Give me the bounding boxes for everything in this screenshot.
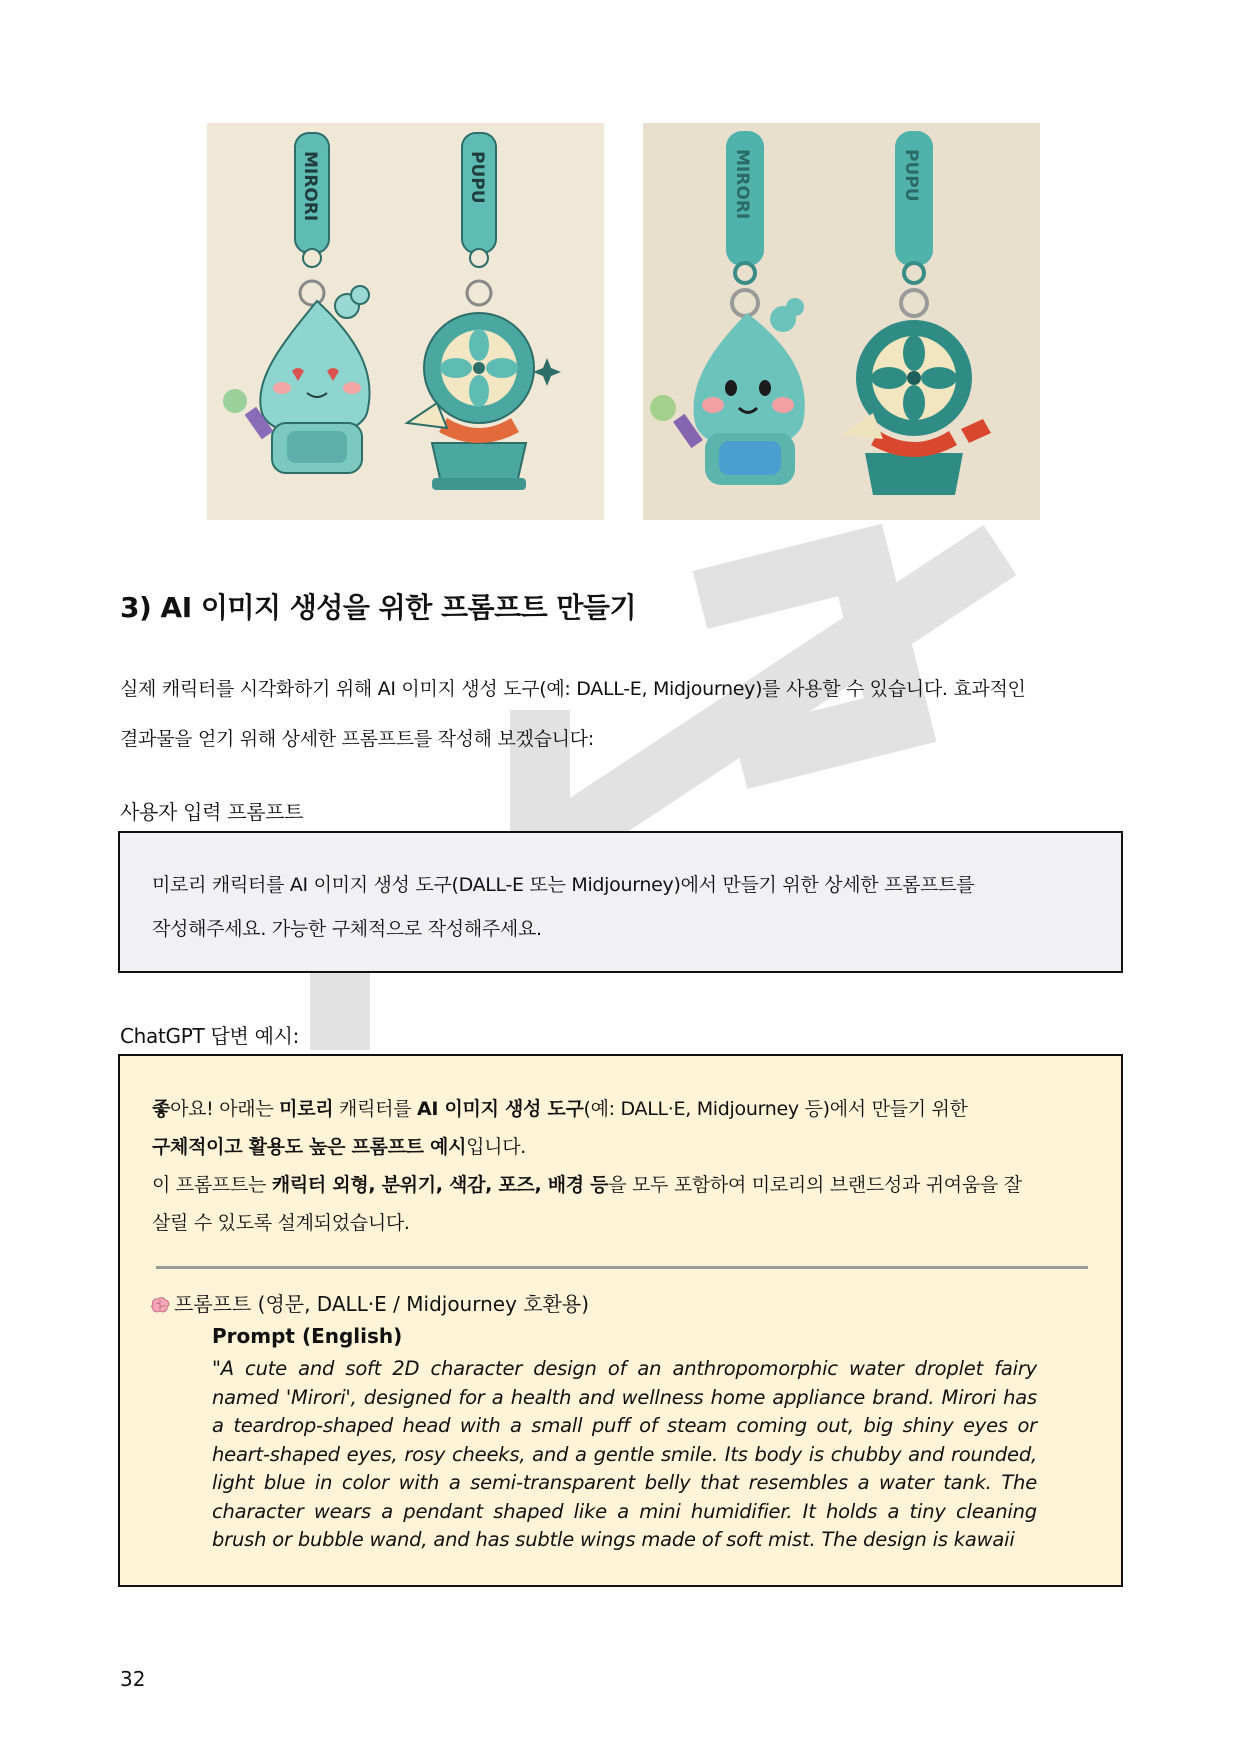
answer-line-2: [152, 1128, 1091, 1166]
user-prompt-box: [118, 831, 1123, 973]
prompt-heading: [150, 1288, 589, 1317]
strap-label-pupu: PUPU: [467, 151, 487, 204]
answer-text: 좋: [152, 1098, 171, 1120]
answer-emphasis: 미로리: [279, 1098, 334, 1120]
strap-label-mirori-photo: MIRORI: [732, 149, 752, 220]
answer-line-3: [152, 1166, 1091, 1204]
answer-emphasis: AI 이미지 생성 도구: [417, 1098, 584, 1120]
user-prompt-label: 사용자 입력 프롬프트: [120, 800, 304, 824]
intro-paragraph-line-2: 결과물을 얻기 위해 상세한 프롬프트를 작성해 보겠습니다:: [120, 728, 594, 750]
prompt-subheading: Prompt (English): [212, 1324, 403, 1348]
answer-emphasis: 구체적이고 활용도 높은 프롬프트 예시: [152, 1136, 467, 1158]
section-heading: 3) AI 이미지 생성을 위한 프롬프트 만들기: [120, 591, 637, 624]
keychain-illustration-image: [207, 123, 604, 520]
answer-text: 입니다.: [466, 1136, 527, 1158]
answer-line-4: 살릴 수 있도록 설계되었습니다.: [152, 1212, 410, 1234]
chatgpt-answer-box: [118, 1054, 1123, 1587]
answer-emphasis: 캐릭터 외형, 분위기, 색감, 포즈, 배경 등: [271, 1174, 609, 1196]
user-prompt-line-1: 미로리 캐릭터를 AI 이미지 생성 도구(DALL-E 또는 Midjourney)에서 만들기 위한 상세한 프롬프트를: [152, 874, 975, 896]
strap-label-mirori: MIRORI: [300, 151, 320, 222]
answer-text: 아요! 아래는: [170, 1098, 280, 1120]
user-prompt-line-2: 작성해주세요. 가능한 구체적으로 작성해주세요.: [152, 918, 542, 940]
prompt-heading-text: 프롬프트 (영문, DALL·E / Midjourney 호환용): [174, 1292, 590, 1316]
answer-line-1: [152, 1090, 1091, 1128]
answer-text: (예: DALL·E, Midjourney 등)에서 만들기 위한: [583, 1098, 968, 1120]
chatgpt-answer-label: ChatGPT 답변 예시:: [120, 1024, 300, 1048]
answer-text: 이 프롬프트는: [152, 1174, 272, 1196]
intro-paragraph-line-1: 실제 캐릭터를 시각화하기 위해 AI 이미지 생성 도구(예: DALL-E, Midjourney)를 사용할 수 있습니다. 효과적인: [120, 678, 1026, 700]
answer-text: 을 모두 포함하여 미로리의 브랜드성과 귀여움을 잘: [608, 1174, 1022, 1196]
brain-icon: [150, 1297, 170, 1313]
strap-label-pupu-photo: PUPU: [901, 149, 921, 202]
keychain-photo-image: [643, 123, 1040, 520]
page-number: 32: [120, 1667, 146, 1691]
prompt-english-text: "A cute and soft 2D character design of an anthropomorphic water droplet fairy named 'Mirori', designed for a health and wellness home appliance brand. Mirori has a teardrop-shaped head with a small puff of steam coming out, big shiny eyes or heart-shaped eyes, rosy cheeks, and a gentle smile. Its body is chubby and rounded, light blue in color with a semi-transparent belly that resembles a water tank. The character wears a pendant shaped like a mini humidifier. It holds a tiny cleaning brush or bubble wand, and has subtle wings made of soft mist. The design is kawaii: [212, 1357, 1037, 1551]
answer-text: 캐릭터를: [333, 1098, 418, 1120]
divider: [156, 1266, 1088, 1269]
